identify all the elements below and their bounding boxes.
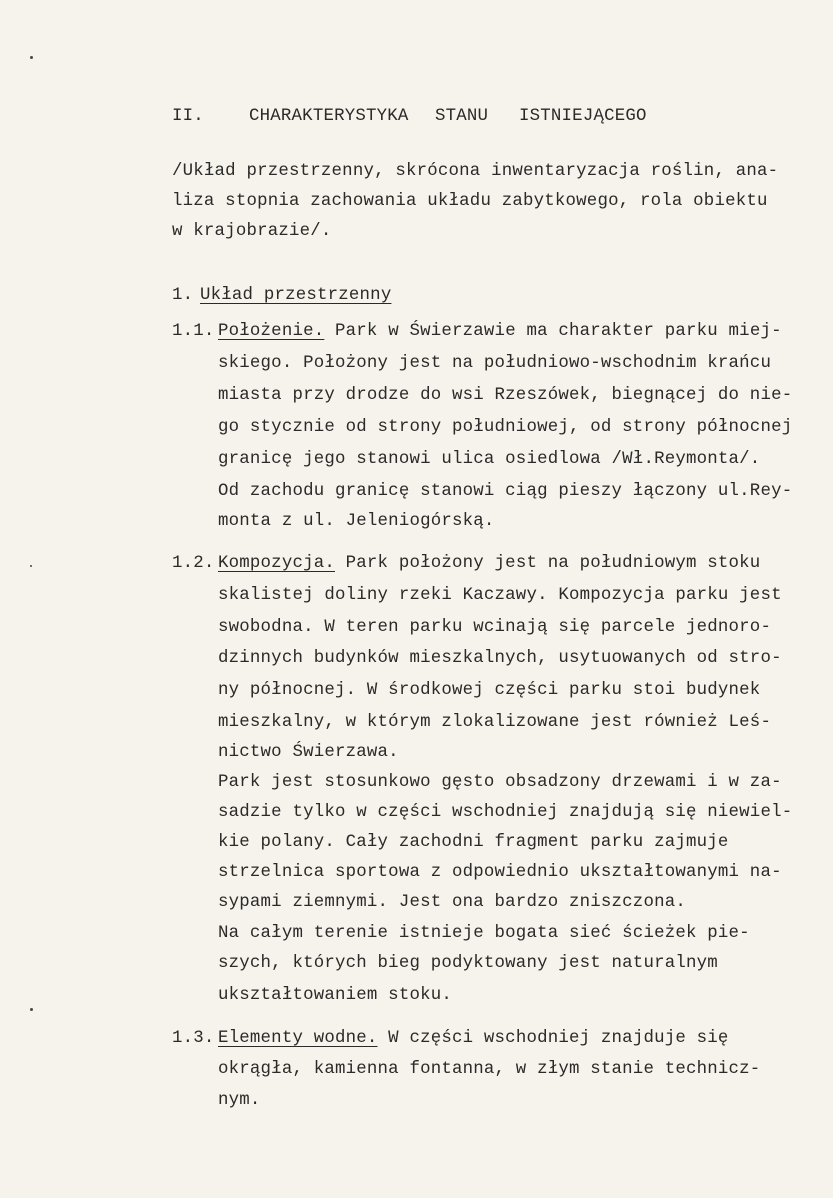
paragraph-line: swobodna. W teren parku wcinają się parcele jednoro- xyxy=(218,618,772,637)
section-heading xyxy=(172,108,652,128)
paragraph-line: dzinnych budynków mieszkalnych, usytuowanych od stro- xyxy=(218,649,782,668)
intro-line: liza stopnia zachowania układu zabytkowego, rola obiektu xyxy=(172,192,768,211)
margin-mark xyxy=(30,56,33,59)
intro-line: w krajobrazie/. xyxy=(172,222,332,241)
paragraph-first-line xyxy=(218,1030,729,1047)
section-title: Układ przestrzenny xyxy=(200,286,392,305)
paragraph-first-line xyxy=(218,555,760,572)
paragraph-line: strzelnica sportowa z odpowiednio ukształtowanymi na- xyxy=(218,863,782,882)
subsection-number: 1.1. xyxy=(172,322,215,341)
paragraph-line: sypami ziemnymi. Jest ona bardzo zniszczona. xyxy=(218,893,686,912)
paragraph-line: Od zachodu granicę stanowi ciąg pieszy łączony ul.Rey- xyxy=(218,482,793,501)
paragraph-text: Park położony jest na południowym stoku xyxy=(335,554,761,573)
paragraph-line: skiego. Położony jest na południowo-wschodnim krańcu xyxy=(218,354,772,373)
paragraph-line: go stycznie od strony południowej, od strony północnej xyxy=(218,418,793,437)
subsection-title: Elementy wodne. xyxy=(218,1029,378,1048)
paragraph-text: W części wschodniej znajduje się xyxy=(377,1029,729,1048)
paragraph-line: granicę jego stanowi ulica osiedlowa /Wł.Reymonta/. xyxy=(218,450,761,469)
paragraph-line: Na całym terenie istnieje bogata sieć ścieżek pie- xyxy=(218,924,750,943)
intro-line: /Układ przestrzenny, skrócona inwentaryzacja roślin, ana- xyxy=(172,162,779,181)
heading-word: STANU xyxy=(435,107,489,126)
paragraph-line: sadzie tylko w części wschodniej znajdują się niewiel- xyxy=(218,803,793,822)
paragraph-line: szych, których bieg podyktowany jest naturalnym xyxy=(218,954,718,973)
heading-word: ISTNIEJĄCEGO xyxy=(519,107,647,126)
heading-number: II. xyxy=(172,107,204,126)
subsection-number: 1.3. xyxy=(172,1029,215,1048)
paragraph-line: mieszkalny, w którym zlokalizowane jest również Leś- xyxy=(218,713,772,732)
paragraph-line: skalistej doliny rzeki Kaczawy. Kompozycja parku jest xyxy=(218,586,782,605)
paragraph-line: nictwo Świerzawa. xyxy=(218,743,399,762)
margin-mark xyxy=(30,565,32,567)
margin-mark xyxy=(30,1008,33,1011)
section-number: 1. xyxy=(172,286,194,305)
paragraph-line: ukształtowaniem stoku. xyxy=(218,986,452,1005)
paragraph-line: miasta przy drodze do wsi Rzeszówek, biegnącej do nie- xyxy=(218,386,793,405)
heading-word: CHARAKTERYSTYKA xyxy=(249,107,409,126)
paragraph-line: ny północnej. W środkowej części parku stoi budynek xyxy=(218,681,761,700)
subsection-number: 1.2. xyxy=(172,554,215,573)
paragraph-line: okrągła, kamienna fontanna, w złym stanie technicz- xyxy=(218,1060,761,1079)
paragraph-line: kie polany. Cały zachodni fragment parku zajmuje xyxy=(218,833,729,852)
paragraph-first-line xyxy=(218,323,782,340)
paragraph-line: Park jest stosunkowo gęsto obsadzony drzewami i w za- xyxy=(218,773,782,792)
paragraph-line: monta z ul. Jeleniogórską. xyxy=(218,512,495,531)
subsection-title: Położenie. xyxy=(218,322,325,341)
paragraph-text: Park w Świerzawie ma charakter parku miej- xyxy=(324,322,782,341)
subsection-title: Kompozycja. xyxy=(218,554,335,573)
paragraph-line: nym. xyxy=(218,1091,261,1110)
